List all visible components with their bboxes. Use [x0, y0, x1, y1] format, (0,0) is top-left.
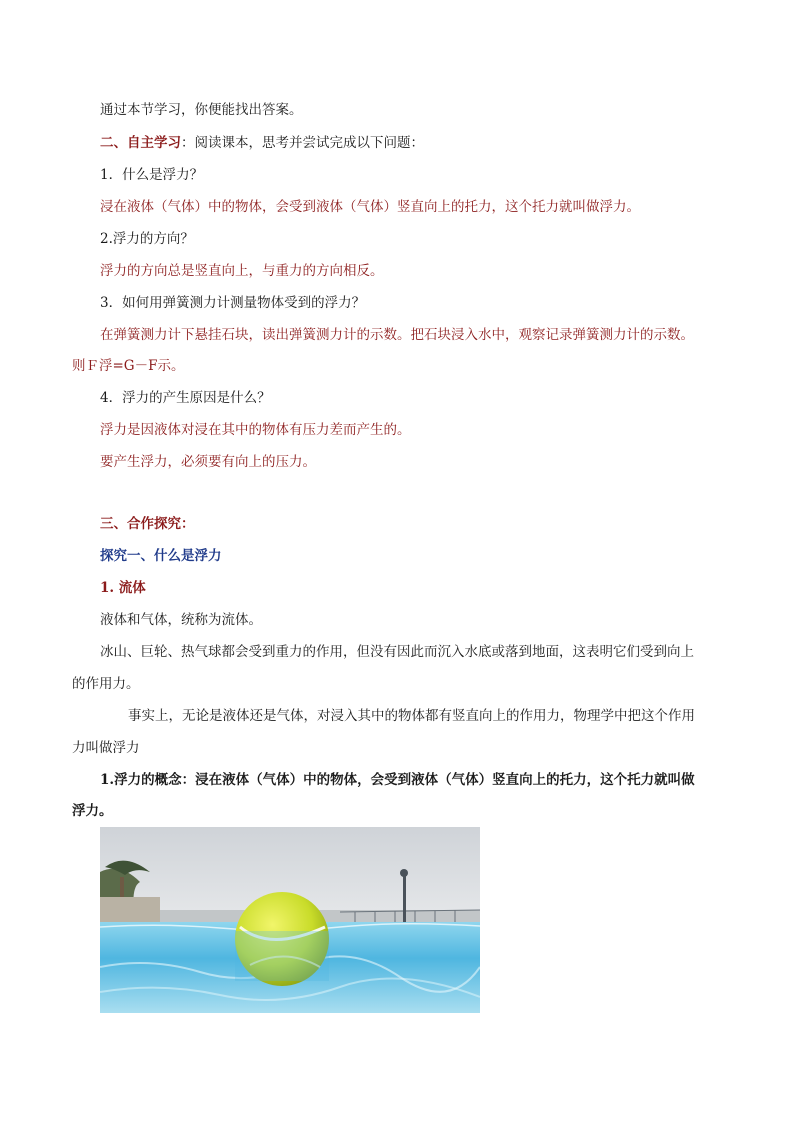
- q3-answer-line2: 则Ｆ浮=G－F示。: [72, 358, 185, 374]
- q3-answer-line1: 在弹簧测力计下悬挂石块，读出弹簧测力计的示数。把石块浸入水中，观察记录弹簧测力计的示数。: [100, 327, 694, 343]
- q2-question: 2.浮力的方向？: [100, 231, 194, 247]
- tennis-ball-pool-photo: [100, 827, 480, 1013]
- section2-heading: 二、自主学习: [100, 135, 181, 151]
- q4-question: 4．浮力的产生原因是什么？: [100, 390, 271, 406]
- section2-instruction: ：阅读课本，思考并尝试完成以下问题：: [181, 135, 424, 151]
- fluid-heading: 1. 流体: [100, 580, 146, 596]
- q4-answer-line2: 要产生浮力，必须要有向上的压力。: [100, 454, 316, 470]
- concept-line2: 浮力。: [72, 803, 113, 819]
- section3-heading: 三、合作探究：: [100, 516, 195, 532]
- intro-line: 通过本节学习，你便能找出答案。: [100, 102, 303, 118]
- para2-line1: 事实上，无论是液体还是气体，对浸入其中的物体都有竖直向上的作用力，物理学中把这个作用: [128, 708, 695, 724]
- q2-answer: 浮力的方向总是竖直向上，与重力的方向相反。: [100, 263, 384, 279]
- para1-line1: 冰山、巨轮、热气球都会受到重力的作用，但没有因此而沉入水底或落到地面，这表明它们受到向上: [100, 644, 694, 660]
- q1-answer: 浸在液体（气体）中的物体，会受到液体（气体）竖直向上的托力，这个托力就叫做浮力。: [100, 199, 640, 215]
- section2-line: [100, 133, 424, 153]
- para1-line2: 的作用力。: [72, 676, 140, 692]
- fluid-definition: 液体和气体，统称为流体。: [100, 612, 262, 628]
- q3-question: 3．如何用弹簧测力计测量物体受到的浮力？: [100, 295, 366, 311]
- explore1-heading: 探究一、什么是浮力: [100, 548, 222, 564]
- q4-answer-line1: 浮力是因液体对浸在其中的物体有压力差而产生的。: [100, 422, 411, 438]
- concept-line1: 1.浮力的概念：浸在液体（气体）中的物体，会受到液体（气体）竖直向上的托力，这个托力就叫做: [100, 772, 695, 788]
- q1-question: 1．什么是浮力？: [100, 167, 204, 183]
- para2-line2: 力叫做浮力: [72, 740, 140, 756]
